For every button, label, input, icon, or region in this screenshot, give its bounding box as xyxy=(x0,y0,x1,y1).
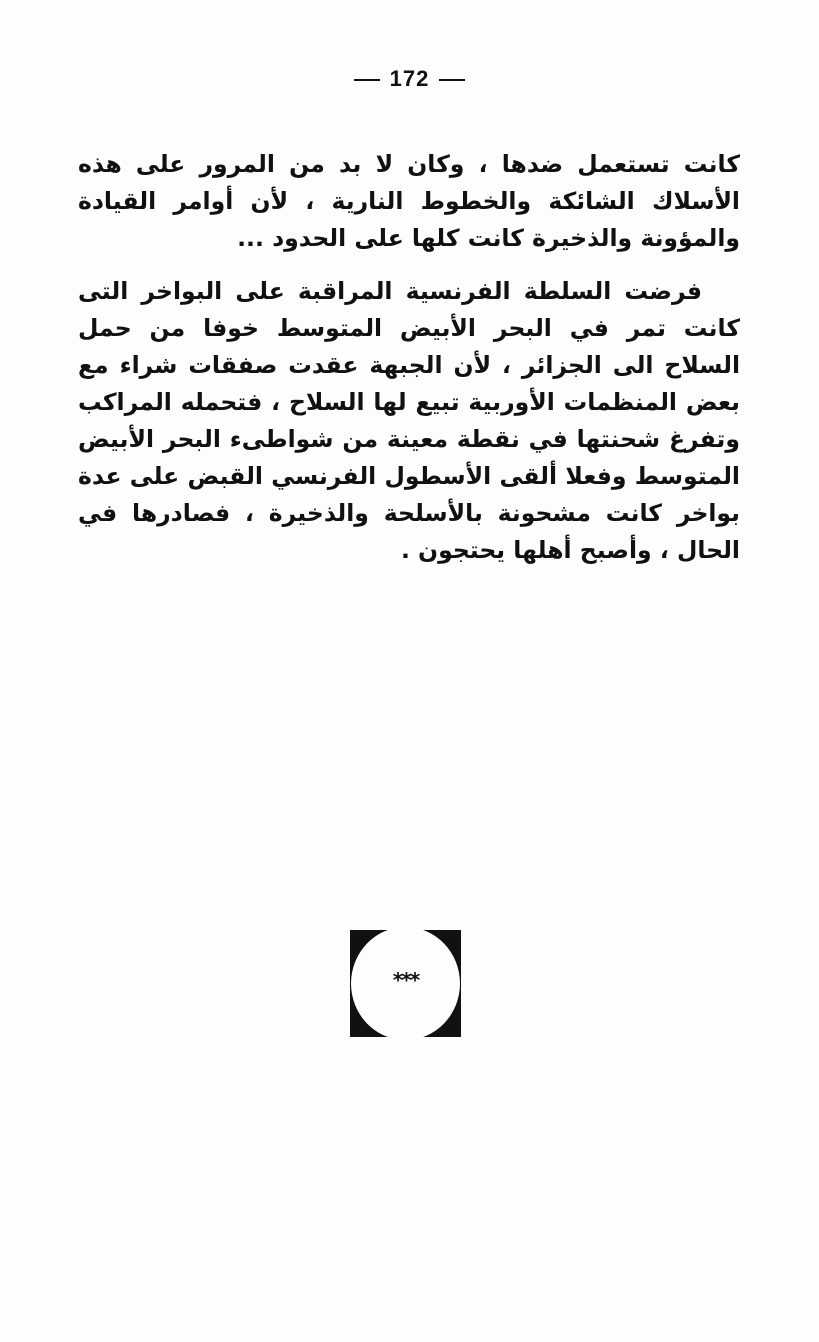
page-number-header xyxy=(0,66,819,92)
three-stars-icon: *** xyxy=(392,968,419,992)
page-number: 172 xyxy=(389,66,430,91)
section-ornament-icon xyxy=(350,930,461,1037)
paragraph-1: كانت تستعمل ضدها ، وكان لا بد من المرور على هذه الأسلاك الشائكة والخطوط النارية ، لأن أوامر القيادة والمؤونة والذخيرة كانت كلها على الحدود ... xyxy=(78,149,740,252)
paragraph-2: فرضت السلطة الفرنسية المراقبة على البواخر التى كانت تمر في البحر الأبيض المتوسط خوفا من حمل السلاح الى الجزائر ، لأن الجبهة عقدت صفقات شراء مع بعض المنظمات الأوربية تبيع لها السلاح ، فتحمله المراكب وتفرغ شحنتها في نقطة معينة من شواطىء البحر الأبيض المتوسط وفعلا ألقى الأسطول الفرنسي القبض على عدة بواخر كانت مشحونة بالأسلحة والذخيرة ، فصادرها في الحال ، وأصبح أهلها يحتجون . xyxy=(78,276,740,564)
right-dash-icon xyxy=(439,79,465,81)
left-dash-icon xyxy=(354,79,380,81)
